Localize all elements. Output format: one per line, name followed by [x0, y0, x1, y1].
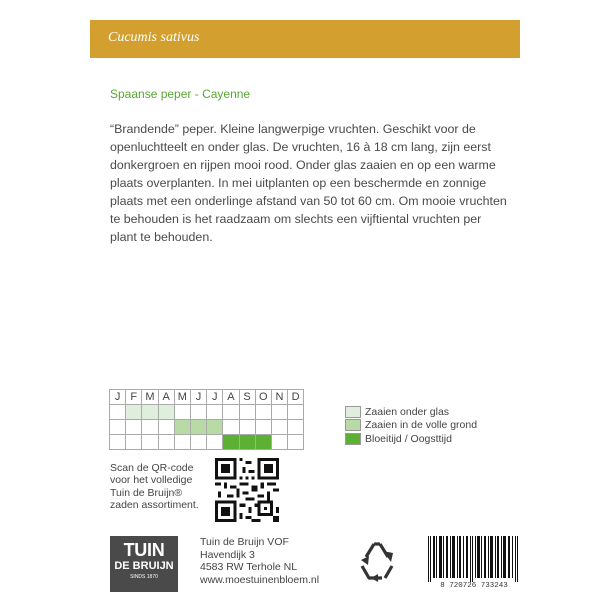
- calendar-cell-bloom-harvest: [223, 435, 239, 450]
- qr-code[interactable]: [215, 458, 279, 522]
- calendar-cell: [288, 435, 304, 450]
- legend-label: Zaaien onder glas: [365, 405, 450, 418]
- calendar-cell: [207, 405, 223, 420]
- qr-text-line: Scan de QR-code: [110, 462, 194, 474]
- calendar-cell-sow-outdoor: [174, 420, 190, 435]
- calendar-cell-sow-outdoor: [207, 420, 223, 435]
- barcode: [426, 536, 522, 582]
- calendar-cell: [223, 420, 239, 435]
- calendar-cell-sow-under-glass: [126, 405, 142, 420]
- calendar-cell: [110, 420, 126, 435]
- address-line: 4583 RW Terhole NL: [200, 561, 298, 574]
- qr-text-line: Tuin de Bruijn®: [110, 486, 183, 499]
- calendar-cell-sow-under-glass: [142, 405, 158, 420]
- calendar-cell: [174, 405, 190, 420]
- address-line: Tuin de Bruijn VOF: [200, 536, 289, 548]
- calendar-cell: [158, 420, 174, 435]
- month-label: D: [288, 390, 304, 405]
- calendar-cell: [288, 420, 304, 435]
- calendar-cell: [190, 435, 206, 450]
- legend-label: Zaaien in de volle grond: [365, 419, 478, 432]
- calendar-cell: [110, 435, 126, 450]
- calendar-cell: [142, 435, 158, 450]
- calendar-cell: [126, 420, 142, 435]
- legend-swatch: [345, 419, 361, 431]
- legend-item: [345, 419, 477, 433]
- calendar-cell: [239, 420, 255, 435]
- calendar-cell: [158, 435, 174, 450]
- calendar-cell: [271, 405, 287, 420]
- month-label: A: [158, 390, 174, 405]
- calendar-cell-sow-under-glass: [158, 405, 174, 420]
- month-label: O: [255, 390, 271, 405]
- company-logo: [110, 536, 178, 592]
- calendar-cell: [288, 405, 304, 420]
- calendar-legend: [345, 405, 477, 446]
- qr-instructions: [110, 462, 199, 512]
- month-label: A: [223, 390, 239, 405]
- logo-line-3: SINDS 1870: [130, 574, 158, 580]
- calendar-row-bloom-harvest: [110, 435, 304, 450]
- calendar-cell: [190, 405, 206, 420]
- header-band: [90, 20, 520, 58]
- calendar-cell: [271, 420, 287, 435]
- calendar-cell: [239, 405, 255, 420]
- calendar-cell: [255, 405, 271, 420]
- calendar-cell: [255, 420, 271, 435]
- calendar-cell-bloom-harvest: [255, 435, 271, 450]
- calendar-cell: [110, 405, 126, 420]
- calendar-cell-bloom-harvest: [239, 435, 255, 450]
- month-label: M: [174, 390, 190, 405]
- calendar-month-row: [110, 390, 304, 405]
- sowing-calendar: [109, 389, 304, 450]
- website-link[interactable]: www.moestuinenbloem.nl: [200, 573, 320, 586]
- calendar-cell: [142, 420, 158, 435]
- calendar-cell-sow-outdoor: [190, 420, 206, 435]
- calendar-cell: [271, 435, 287, 450]
- company-address: [200, 536, 319, 586]
- barcode-number: 8 720726 733243: [440, 582, 508, 590]
- calendar-cell: [207, 435, 223, 450]
- month-label: J: [110, 390, 126, 405]
- month-label: J: [190, 390, 206, 405]
- logo-line-1: TUIN: [123, 540, 165, 560]
- variety-subtitle: Spaanse peper - Cayenne: [110, 87, 251, 101]
- calendar-cell: [223, 405, 239, 420]
- latin-name: Cucumis sativus: [108, 30, 200, 45]
- month-label: J: [207, 390, 223, 405]
- month-label: F: [126, 390, 142, 405]
- legend-item: [345, 432, 477, 446]
- month-label: N: [271, 390, 287, 405]
- month-label: M: [142, 390, 158, 405]
- month-label: S: [239, 390, 255, 405]
- address-line: Havendijk 3: [200, 548, 255, 561]
- qr-text-line: voor het volledige: [110, 474, 193, 487]
- legend-swatch: [345, 433, 361, 445]
- legend-item: [345, 405, 477, 419]
- qr-text-line: zaden assortiment.: [110, 499, 199, 512]
- calendar-row-sow-under-glass: [110, 405, 304, 420]
- calendar-cell: [174, 435, 190, 450]
- calendar-row-sow-outdoor: [110, 420, 304, 435]
- legend-label: Bloeitijd / Oogsttijd: [365, 432, 452, 445]
- legend-swatch: [345, 406, 361, 418]
- calendar-cell: [126, 435, 142, 450]
- logo-line-2: DE BRUIJN: [114, 560, 174, 572]
- recycle-icon: [352, 536, 402, 586]
- description-text: “Brandende” peper. Kleine langwerpige vruchten. Geschikt voor de openluchtteelt en onder glas. De vruchten, 16 à 18 cm lang, zijn eerst donkergroen en rijpen mooi rood. Onder glas zaaien en op een warme plaats overplanten. In mei uitplanten op een beschermde en zonnige plaats met een onderlinge afstand van 50 tot 60 cm. Om mooie vruchten te behouden is het raadzaam om slechts een vijftiental vruchten per plant te behouden.: [110, 122, 507, 244]
